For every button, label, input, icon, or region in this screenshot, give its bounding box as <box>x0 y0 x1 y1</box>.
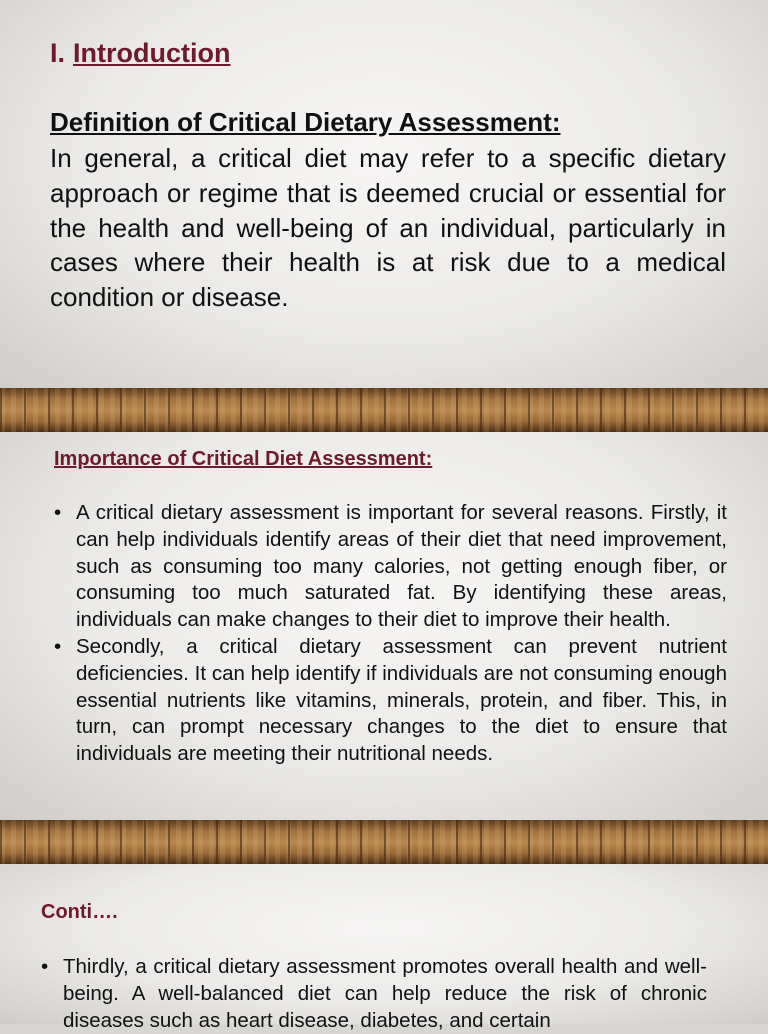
importance-heading: Importance of Critical Diet Assessment: <box>54 448 433 470</box>
list-item <box>41 953 707 1034</box>
section-heading <box>50 38 230 69</box>
list-item-text: Thirdly, a critical dietary assessment promotes overall health and well-being. A well-balanced diet can help reduce the risk of chronic diseases such as heart disease, diabetes, and certain <box>63 955 707 1032</box>
bullet-icon: • <box>41 955 49 978</box>
section-title: Introduction <box>73 38 231 68</box>
wood-floor-divider <box>0 388 768 432</box>
list-item-text: Secondly, a critical dietary assessment can prevent nutrient deficiencies. It can help identify if individuals are not consuming enough essential nutrients like vitamins, minerals, protein, and fiber. This, in turn, can prompt necessary changes to the diet to ensure that individuals are meeting their nutritional needs. <box>76 634 727 766</box>
continued-list <box>41 953 707 1034</box>
definition-text: In general, a critical diet may refer to a specific dietary approach or regime that is deemed crucial or essential for the health and well-being of an individual, particularly in cases where their health is at risk due to a medical condition or disease. <box>50 143 726 313</box>
wood-floor-divider <box>0 820 768 864</box>
bullet-icon: • <box>54 634 62 658</box>
section-number: I. <box>50 38 66 68</box>
bullet-icon: • <box>54 501 62 524</box>
list-item <box>54 634 727 768</box>
importance-list <box>54 500 727 768</box>
list-item-text: A critical dietary assessment is important for several reasons. Firstly, it can help individuals identify areas of their diet that need improvement, such as consuming too many calories, not getting enough fiber, or consuming too much saturated fat. By identifying these areas, individuals can make changes to their diet to improve their health. <box>76 501 727 632</box>
list-item <box>54 500 727 634</box>
continued-heading: Conti…. <box>41 901 118 923</box>
definition-heading: Definition of Critical Dietary Assessment: <box>50 107 561 137</box>
slide-introduction <box>0 0 768 388</box>
